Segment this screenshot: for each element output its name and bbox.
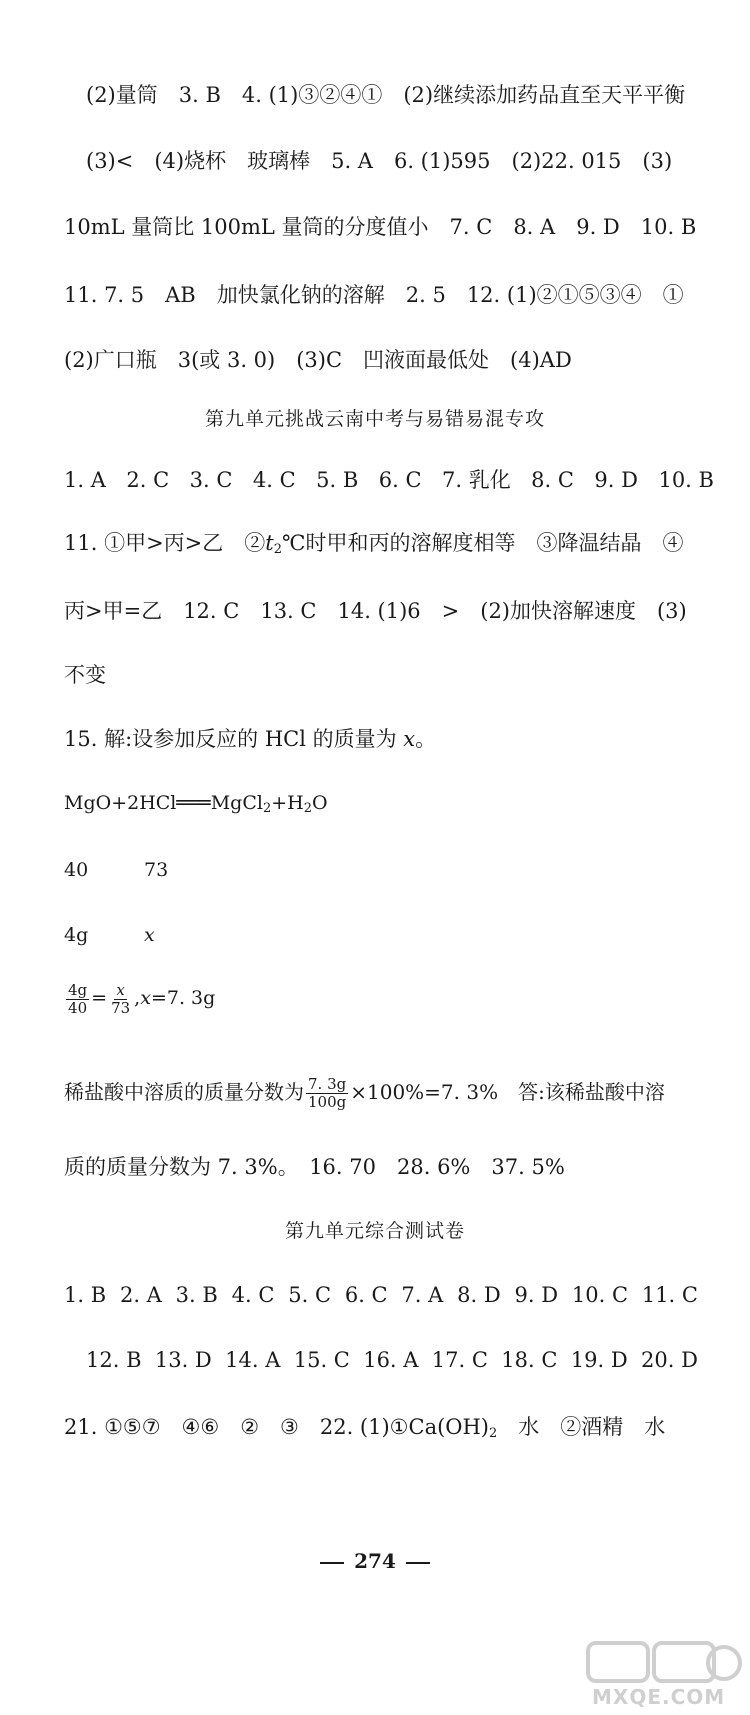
watermark-logo	[584, 1641, 744, 1711]
watermark-text: MXQE.COM	[592, 1685, 726, 1709]
answer-line-s1-5	[64, 724, 750, 754]
answer-item: 2. C	[126, 468, 170, 492]
answer-item: 17. C	[431, 1348, 488, 1372]
dash-right	[406, 1562, 430, 1564]
variable-x: x	[403, 727, 416, 751]
answer-row-3	[86, 1345, 750, 1375]
numerator: x	[116, 980, 125, 999]
fraction	[306, 1076, 348, 1111]
section-title-1: 第九单元挑战云南中考与易错易混专攻	[204, 408, 545, 430]
given-x: x	[144, 924, 155, 946]
answer-item: 16. A	[363, 1348, 419, 1372]
text-segment: 。	[415, 727, 437, 751]
answer-line-s1-3: 丙>甲=乙 12. C 13. C 14. (1)6 > (2)加快溶解速度 (3)	[64, 599, 687, 623]
denominator: 40	[68, 998, 88, 1017]
page-number	[0, 1546, 750, 1576]
numerator: 4g	[68, 980, 88, 999]
answer-item: 2. A	[119, 1283, 162, 1307]
answer-item: 4. C	[231, 1283, 275, 1307]
answer-item: 3. B	[175, 1283, 218, 1307]
chemical-equation	[64, 788, 750, 824]
answer-line-4: 11. 7. 5 AB 加快氯化钠的溶解 2. 5 12. (1)②①⑤③④ ①	[64, 283, 684, 307]
fraction	[66, 982, 89, 1017]
answer-line-1: (2)量筒 3. B 4. (1)③②④① (2)继续添加药品直至天平平衡	[86, 83, 686, 107]
answer-item: 1. B	[64, 1283, 107, 1307]
answer-item: 9. D	[594, 468, 638, 492]
equation-right: O	[312, 792, 328, 814]
text-segment: ×100%=7. 3% 答:该稀盐酸中溶	[350, 1080, 665, 1104]
given-mgo: 4g	[64, 924, 89, 946]
text-segment: 11. ①甲>丙>乙 ②	[64, 531, 266, 555]
answer-item: 7. 乳化	[441, 468, 511, 492]
answer-line-3: 10mL 量筒比 100mL 量筒的分度值小 7. C 8. A 9. D 10. B	[64, 215, 697, 239]
concentration-line-2: 质的质量分数为 7. 3%。 16. 70 28. 6% 37. 5%	[64, 1155, 565, 1179]
text-segment: 水 ②酒精 水	[497, 1415, 666, 1439]
text-segment: =7. 3g	[150, 987, 216, 1009]
answer-line-s1-4: 不变	[64, 663, 106, 687]
subscript: 2	[262, 801, 272, 816]
variable-x: x	[140, 987, 151, 1009]
answer-item: 10. B	[658, 468, 714, 492]
mass-hcl: 73	[144, 859, 169, 881]
text-segment: 21. ①⑤⑦ ④⑥ ② ③ 22. (1)①Ca(OH)	[64, 1415, 490, 1439]
answer-item: 9. D	[514, 1283, 559, 1307]
equals-sign: =	[91, 987, 108, 1009]
answer-item: 6. C	[344, 1283, 388, 1307]
given-mass-row	[64, 920, 750, 950]
answer-item: 14. A	[225, 1348, 281, 1372]
answer-item: 13. D	[154, 1348, 212, 1372]
answer-item: 1. A	[64, 468, 106, 492]
text-segment: ℃时甲和丙的溶解度相等 ③降温结晶 ④	[282, 531, 684, 555]
page-number-text: 274	[354, 1549, 396, 1573]
answer-item: 6. C	[378, 468, 422, 492]
answer-row-1	[64, 465, 750, 495]
section-title-2: 第九单元综合测试卷	[284, 1220, 465, 1242]
dash-left	[320, 1562, 344, 1564]
answer-item: 10. C	[571, 1283, 629, 1307]
answer-item: 20. D	[641, 1348, 698, 1372]
answer-line-last	[64, 1412, 750, 1449]
proportion-line	[64, 978, 750, 1018]
answer-item: 5. B	[316, 468, 359, 492]
answer-line-s1-2	[64, 528, 750, 565]
equation-left: MgO+2HCl	[64, 792, 177, 814]
answer-item: 11. C	[641, 1283, 698, 1307]
numerator: 7. 3g	[308, 1075, 347, 1093]
equation-right: MgCl	[210, 792, 263, 814]
denominator: 100g	[308, 1093, 347, 1111]
subscript: 2	[489, 1426, 498, 1441]
answer-item: 8. D	[457, 1283, 501, 1307]
text-segment: 15. 解:设参加反应的 HCl 的质量为	[64, 727, 404, 751]
denominator: 73	[111, 998, 131, 1017]
temperature-var: t	[265, 531, 274, 555]
answer-item: 12. B	[86, 1348, 142, 1372]
answer-item: 4. C	[252, 468, 296, 492]
equation-right: +H	[271, 792, 304, 814]
answer-item: 7. A	[401, 1283, 444, 1307]
answer-item: 15. C	[293, 1348, 350, 1372]
answer-row-2	[64, 1280, 750, 1310]
concentration-line	[64, 1072, 750, 1112]
answer-line-2: (3)< (4)烧杯 玻璃棒 5. A 6. (1)595 (2)22. 015 (3)	[86, 149, 673, 173]
equation-sign: ═══	[176, 792, 211, 814]
text-segment: 稀盐酸中溶质的质量分数为	[64, 1080, 304, 1104]
text-segment: ,	[134, 987, 141, 1009]
answer-item: 19. D	[570, 1348, 628, 1372]
answer-item: 3. C	[189, 468, 233, 492]
fraction	[109, 982, 132, 1017]
answer-item: 8. C	[531, 468, 574, 492]
answer-item: 18. C	[501, 1348, 558, 1372]
answer-item: 5. C	[288, 1283, 332, 1307]
relative-mass-row	[64, 855, 750, 885]
mass-mgo: 40	[64, 859, 89, 881]
answer-line-5: (2)广口瓶 3(或 3. 0) (3)C 凹液面最低处 (4)AD	[64, 348, 572, 372]
subscript: 2	[303, 801, 313, 816]
subscript: 2	[273, 542, 282, 557]
